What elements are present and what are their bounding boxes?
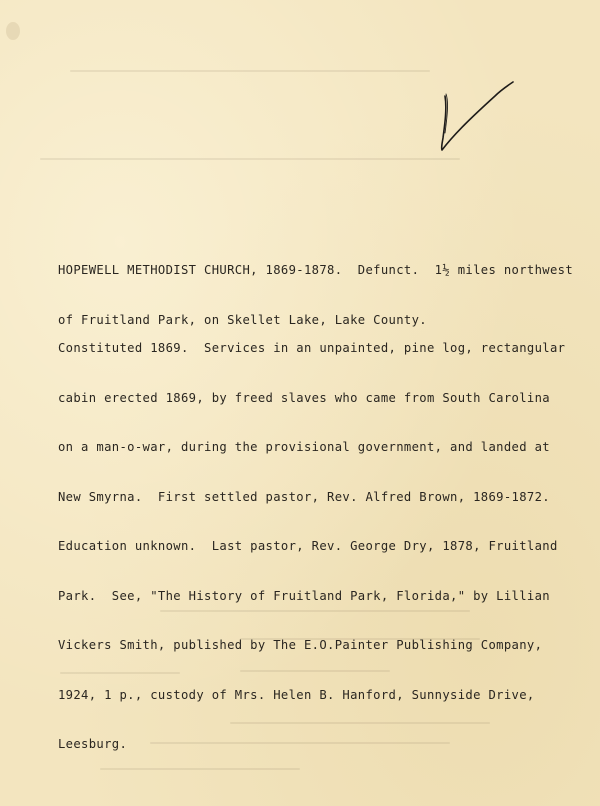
church-description (58, 310, 588, 784)
body-line: on a man-o-war, during the provisional government, and landed at (58, 440, 550, 454)
checkmark-icon (425, 78, 515, 158)
body-line: Education unknown. Last pastor, Rev. George Dry, 1878, Fruitland (58, 539, 558, 553)
body-line: cabin erected 1869, by freed slaves who came from South Carolina (58, 390, 550, 405)
body-line: Constituted 1869. Services in an unpainted, pine log, rectangular (58, 341, 566, 355)
body-line: Park. See, "The History of Fruitland Park, Florida," by Lillian (58, 588, 550, 603)
body-line: New Smyrna. First settled pastor, Rev. Alfred Brown, 1869-1872. (58, 489, 550, 504)
body-line: Leesburg. (58, 737, 128, 751)
heading-line: HOPEWELL METHODIST CHURCH, 1869-1878. Defunct. 1½ miles northwest (58, 263, 574, 277)
body-line: Vickers Smith, published by The E.O.Painter Publishing Company, (58, 638, 543, 652)
heading-line: of Fruitland Park, on Skellet Lake, Lake County. (58, 312, 427, 327)
body-line: 1924, 1 p., custody of Mrs. Helen B. Hanford, Sunnyside Drive, (58, 687, 535, 702)
paper-stain (6, 22, 20, 40)
